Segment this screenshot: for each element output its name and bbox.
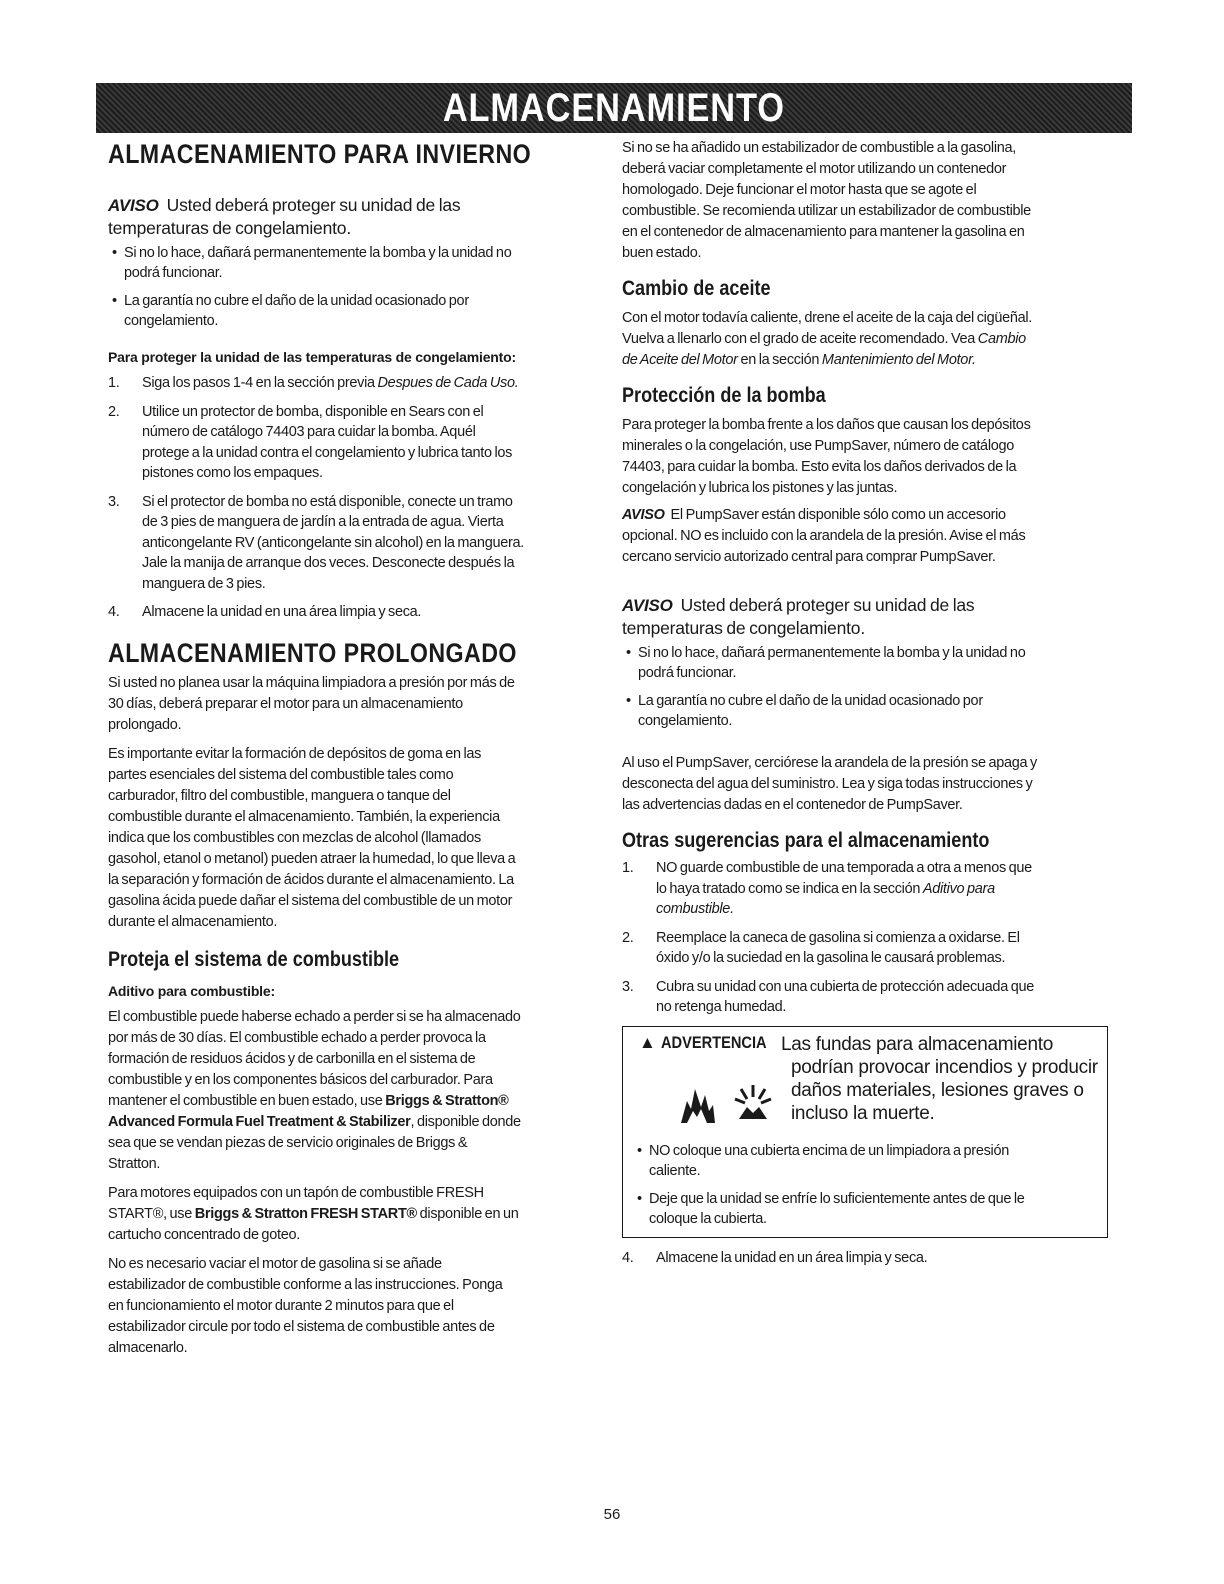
section-banner: ALMACENAMIENTO xyxy=(96,83,1132,133)
list-item: 2. Utilice un protector de bomba, disponible en Sears con el número de catálogo 74403 para cuidar la bomba. Aquél protege a la unidad contra el congelamiento y lubrica tanto los pistones como los empaques. xyxy=(108,403,513,481)
warning-title: ▲ ADVERTENCIA xyxy=(639,1032,767,1052)
fuel-p2: Para motores equipados con un tapón de combustible FRESH START®, use Briggs & Stratton FRESH START® disponible en un cartucho concentrado de goteo. xyxy=(108,1184,519,1243)
list-item: • La garantía no cubre el daño de la unidad ocasionado por congelamiento. xyxy=(108,291,594,331)
explosion-icon xyxy=(735,1085,771,1103)
notice-freeze-right: AVISO Usted deberá proteger su unidad de las temperaturas de congelamiento. xyxy=(622,595,975,638)
freeze-bullets-right xyxy=(622,643,1108,731)
list-item: 2. Reemplace la caneca de gasolina si comienza a oxidarse. El óxido y/o la suciedad en la gasolina le causará problemas. xyxy=(622,929,1020,966)
notice-label: AVISO xyxy=(108,196,159,215)
list-item: • Si no lo hace, dañará permanentemente la bomba y la unidad no podrá funcionar. xyxy=(108,243,594,283)
long-storage-p1: Si usted no planea usar la máquina limpiadora a presión por más de 30 días, deberá preparar el motor para un almacenamiento prolongado. xyxy=(108,674,515,733)
warning-triangle-icon: ▲ xyxy=(639,1032,656,1052)
freeze-bullets xyxy=(108,243,594,331)
list-item: • Si no lo hace, dañará permanentemente la bomba y la unidad no podrá funcionar. xyxy=(622,643,1108,683)
drain-paragraph: Si no se ha añadido un estabilizador de combustible a la gasolina, deberá vaciar completamente el motor utilizando un contenedor homologado. Deje funcionar el motor hasta que se agote el combustible. Se recomienda utilizar un estabilizador de combustible en el contenedor de almacenamiento para mantener la gasolina en buen estado. xyxy=(622,140,1031,261)
other-tips-list-cont xyxy=(622,1248,1108,1269)
pumpsaver-use-paragraph: Al uso el PumpSaver, cerciórese la arandela de la presión se apaga y desconecta del agua del suministro. Lea y siga todas instrucciones y las advertencias dadas en el contenedor de PumpSaver. xyxy=(622,755,1037,813)
heading-fuel-system: Proteja el sistema de combustible xyxy=(108,947,400,971)
list-item: 1. Siga los pasos 1-4 en la sección previa Despues de Cada Uso. xyxy=(108,375,519,391)
notice-freeze: AVISO Usted deberá proteger su unidad de las temperaturas de congelamiento. xyxy=(108,195,461,238)
long-storage-p2: Es importante evitar la formación de depósitos de goma en las partes esenciales del sistema del combustible tales como carburador, filtro del combustible, manguera o tanque del combustible durante el almacenamiento. También, la experiencia indica que los combustibles con mezclas de alcohol (llamados gasohol, etanol o metanol) pueden atraer la humedad, lo que lleva a la separación y formación de ácidos durante el almacenamiento. La gasolina ácida puede dañar el sistema del combustible de un motor durante el almacenamiento. xyxy=(108,745,516,930)
list-item: 1. NO guarde combustible de una temporada a otra a menos que lo haya tratado como se indica en la sección Aditivo para combustible. xyxy=(622,860,1032,917)
notice-label: AVISO xyxy=(622,596,673,615)
list-item: 4. Almacene la unidad en un área limpia y seca. xyxy=(622,1249,928,1266)
list-item: • Deje que la unidad se enfríe lo suficientemente antes de que le coloque la cubierta. xyxy=(633,1189,1097,1229)
oil-paragraph: Con el motor todavía caliente, drene el aceite de la caja del cigüeñal. Vuelva a llenarlo con el grado de aceite recomendado. Vea Cambio de Aceite del Motor en la sección Mantenimiento del Motor. xyxy=(622,310,1033,368)
left-column xyxy=(108,138,594,1359)
warning-bullets xyxy=(633,1141,1097,1229)
protect-steps xyxy=(108,373,594,623)
warning-box xyxy=(622,1026,1108,1238)
other-tips-list xyxy=(622,858,1108,1018)
fire-icon xyxy=(673,1079,783,1127)
fuel-p1: El combustible puede haberse echado a perder si se ha almacenado por más de 30 días. El combustible echado a perder provoca la formación de residuos ácidos y de carbonilla en el sistema de combustible y en los componentes básicos del carburador. Para mantener el combustible en buen estado, use Briggs & Stratton® Advanced Formula Fuel Treatment & Stabilizer, disponible donde sea que se vendan piezas de servicio originales de Briggs & Stratton. xyxy=(108,1008,521,1172)
heading-oil-change: Cambio de aceite xyxy=(622,277,771,300)
list-item: • La garantía no cubre el daño de la unidad ocasionado por congelamiento. xyxy=(622,691,1108,731)
list-item: • NO coloque una cubierta encima de un limpiadora a presión caliente. xyxy=(633,1141,1097,1181)
pump-paragraph: Para proteger la bomba frente a los daños que causan los depósitos minerales o la congelación, use PumpSaver, número de catálogo 74403, para cuidar la bomba. Esto evita los daños derivados de la congelación y lubrica los pistones y las juntas. xyxy=(622,417,1031,496)
fuel-p3: No es necesario vaciar el motor de gasolina si se añade estabilizador de combustible conforme a las instrucciones. Ponga en funcionamiento el motor durante 2 minutos para que el estabilizador circule por todo el sistema de combustible antes de almacenarlo. xyxy=(108,1255,503,1356)
warning-text: Las fundas para almacenamiento podrían provocar incendios y producir daños materiales, lesiones graves o incluso la muerte. xyxy=(781,1033,1098,1124)
heading-pump-protection: Protección de la bomba xyxy=(622,384,826,407)
page-number: 56 xyxy=(603,1506,621,1523)
heading-winter-storage: ALMACENAMIENTO PARA INVIERNO xyxy=(108,139,532,169)
additive-label: Aditivo para combustible: xyxy=(108,982,275,999)
list-item: 3. Cubra su unidad con una cubierta de protección adecuada que no retenga humedad. xyxy=(622,978,1034,1015)
pumpsaver-notice: AVISO El PumpSaver están disponible sólo como un accesorio opcional. NO es incluido con la arandela de la presión. Avise el más cercano servicio autorizado central para comprar PumpSaver. xyxy=(622,507,1026,565)
list-item: 3. Si el protector de bomba no está disponible, conecte un tramo de 3 pies de manguera de jardín a la entrada de agua. Vierta anticongelante RV (anticongelante sin alcohol) en la manguera. Jale la manija de arranque dos veces. Desconecte después la manguera de 3 pies. xyxy=(108,493,525,592)
heading-other-tips: Otras sugerencias para el almacenamiento xyxy=(622,829,990,852)
list-item: 4. Almacene la unidad en una área limpia y seca. xyxy=(108,604,422,620)
right-column xyxy=(622,138,1108,1276)
fire-explosion-icons xyxy=(673,1079,783,1127)
heading-long-storage: ALMACENAMIENTO PROLONGADO xyxy=(108,637,517,668)
protect-label: Para proteger la unidad de las temperaturas de congelamiento: xyxy=(108,349,516,365)
